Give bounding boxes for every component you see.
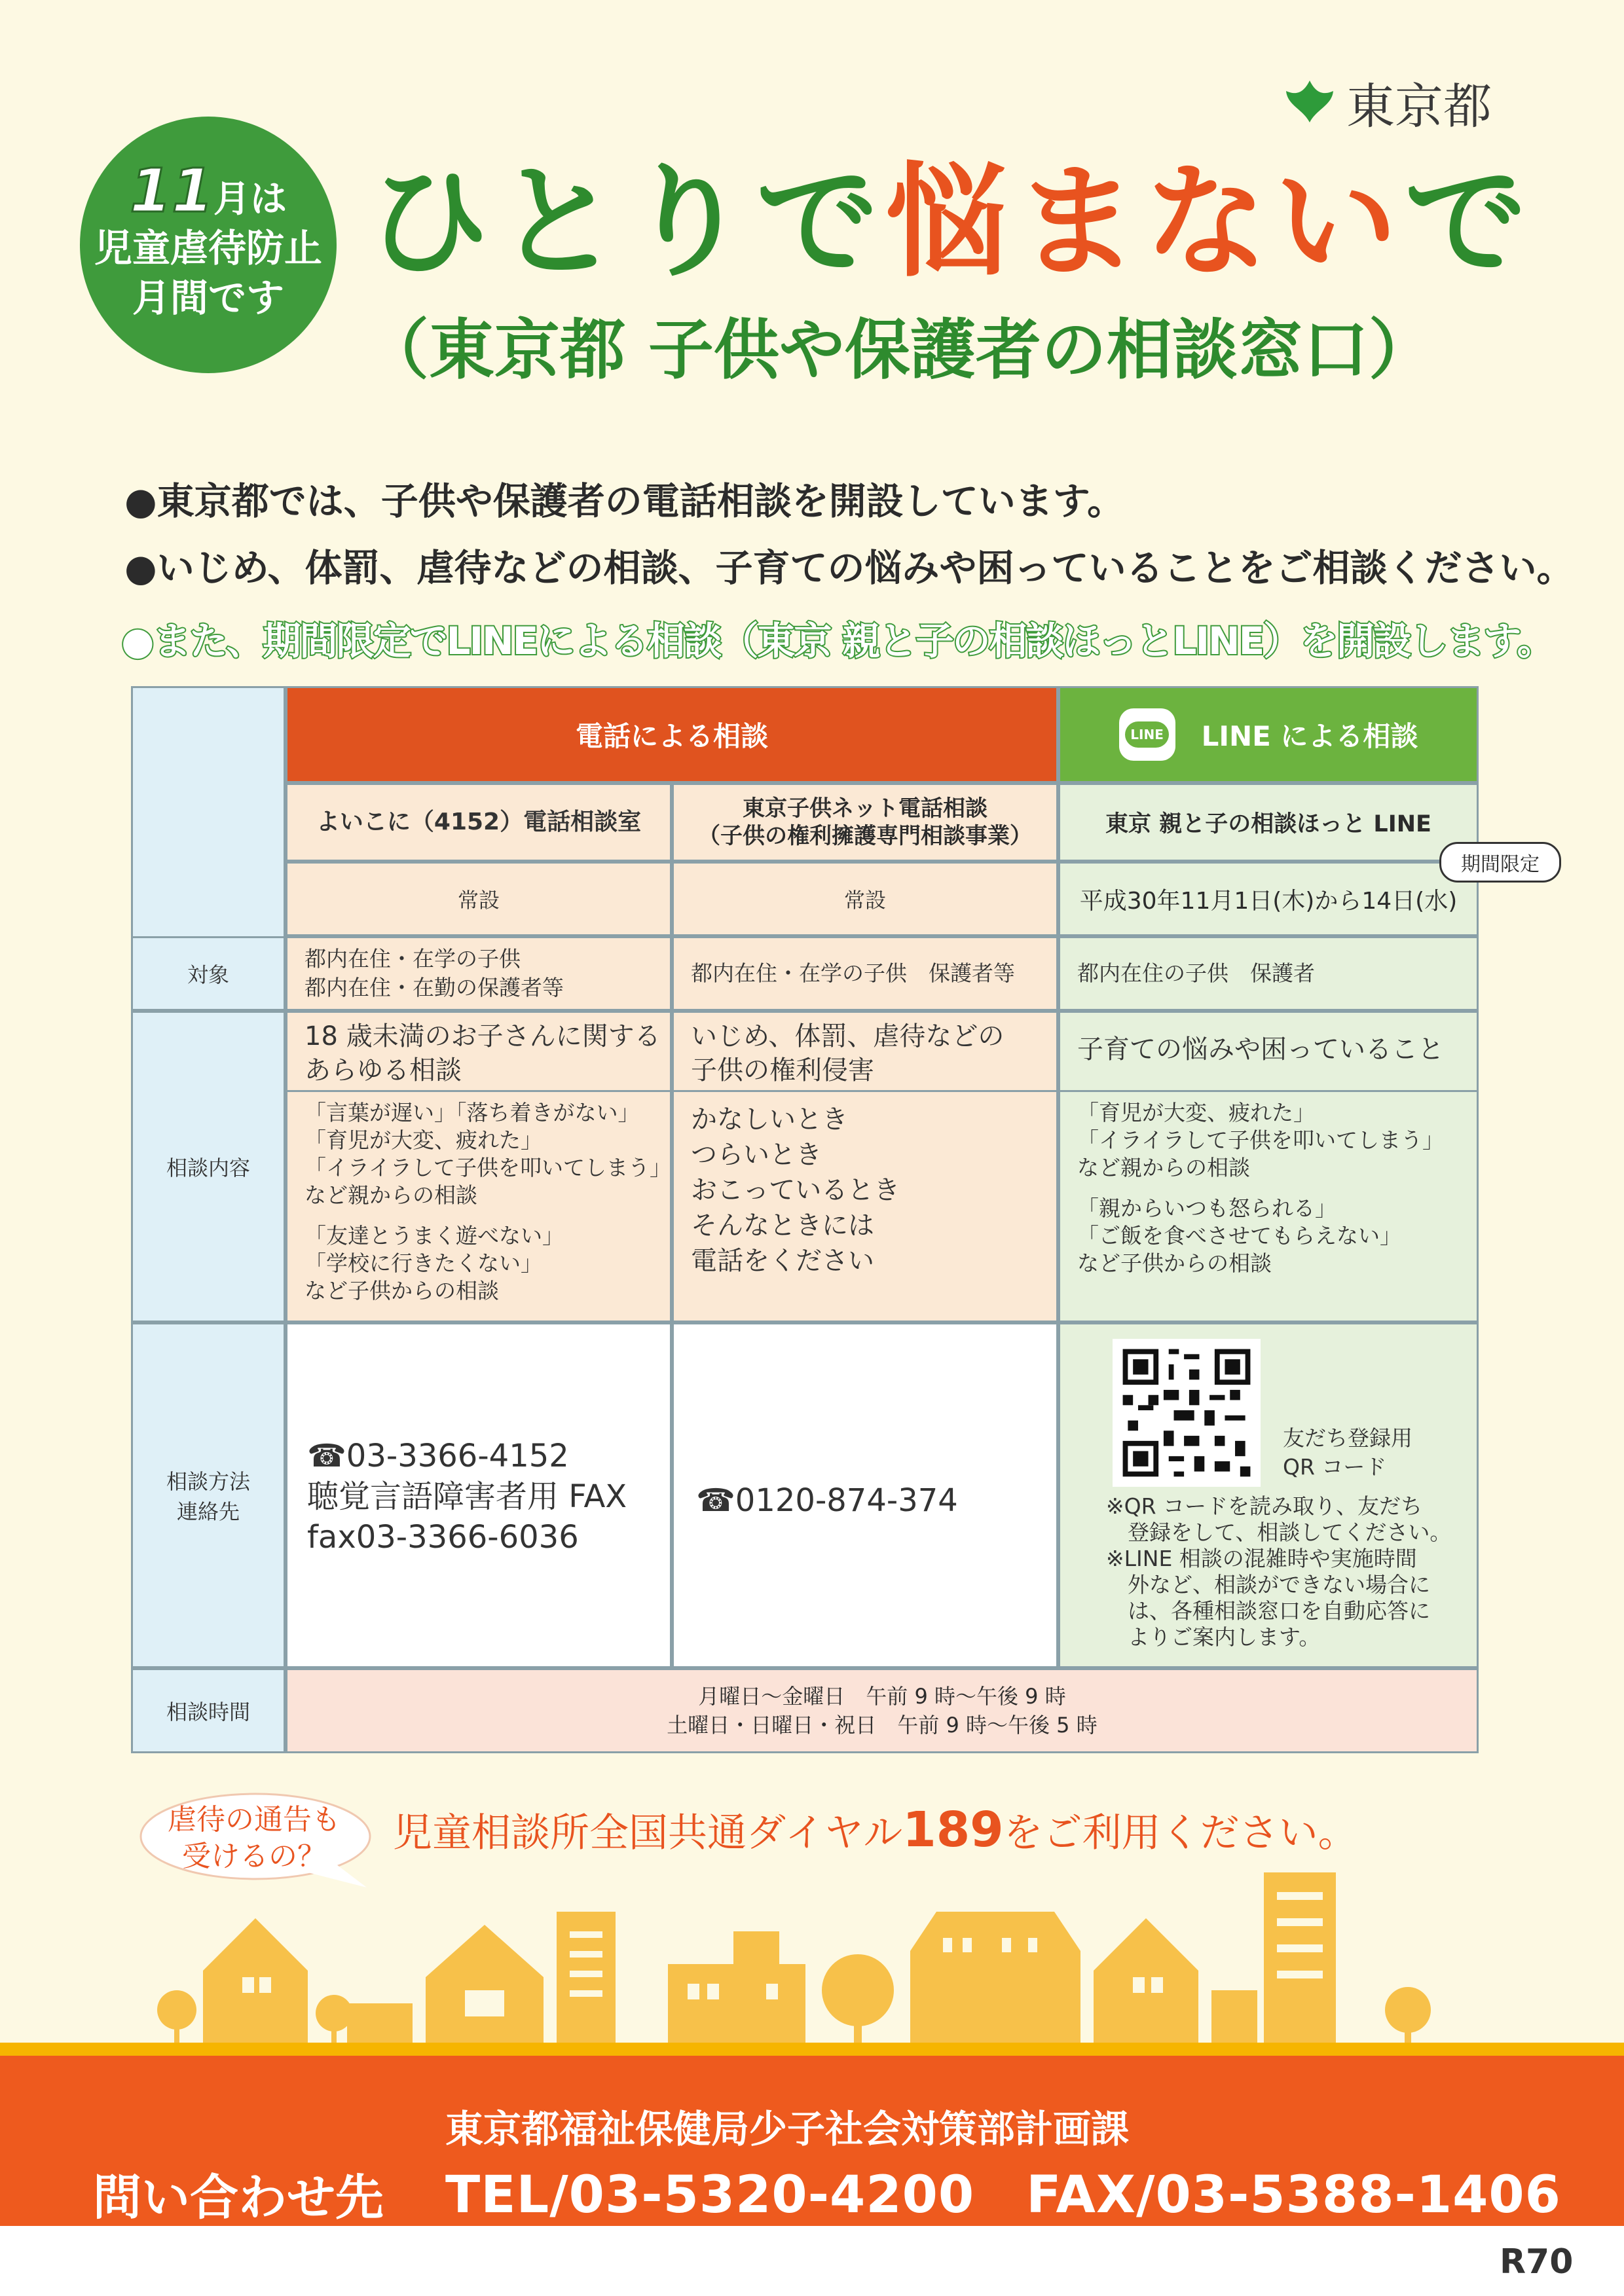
row-label-target: 対象 [131, 936, 286, 1011]
list-item: そんなときには [691, 1211, 874, 1241]
list-item: ※QR コードを読み取り、友だち [1106, 1493, 1423, 1519]
content-3-head: 子育ての悩みや困っていること [1077, 1034, 1444, 1065]
page-title [367, 151, 1534, 295]
recycle-mark: R70 [1500, 2242, 1574, 2282]
limited-period-tag: 期間限定 [1439, 842, 1561, 883]
qr-code-icon[interactable] [1113, 1339, 1261, 1487]
list-item: 「友達とうまく遊べない」 [304, 1223, 564, 1248]
contact-1-info [307, 1436, 627, 1558]
speech-bubble: 虐待の通告も 受けるの？ [168, 1803, 341, 1873]
footer-title: 問い合わせ先 [93, 2170, 384, 2226]
list-item: つらいとき [691, 1140, 822, 1170]
phone-header-label: 電話による相談 [575, 720, 768, 752]
content-3 [1058, 1011, 1479, 1322]
list-item: 「育児が大変、疲れた」 [304, 1127, 542, 1153]
bullet-3: ●また、期間限定でLINEによる相談（東京 親と子の相談ほっとLINE）を開設します。 [121, 619, 1554, 663]
badge-line2: 児童虐待防止 [94, 225, 322, 270]
hours-weekend: 土曜日・日曜日・祝日 午前 9 時～午後 5 時 [667, 1713, 1098, 1738]
list-item [1077, 1182, 1444, 1195]
contact-1 [286, 1322, 672, 1668]
list-item: など子供からの相談 [304, 1278, 499, 1303]
badge-line1: 月は [213, 177, 287, 221]
content-1-list [304, 1099, 670, 1305]
list-item: かなしいとき [691, 1104, 848, 1135]
badge-line3: 月間です [132, 275, 284, 320]
content-1 [286, 1011, 672, 1322]
footer-organization: 東京都福祉保健局少子社会対策部計画課 [445, 2107, 1130, 2151]
status-1: 常設 [286, 862, 672, 936]
qr-note [1106, 1493, 1451, 1650]
contact-2 [672, 1322, 1058, 1668]
list-item: 「親からいつも怒られる」 [1077, 1195, 1337, 1221]
row-label-contact: 相談方法 連絡先 [131, 1322, 286, 1668]
list-item: 「学校に行きたくない」 [304, 1250, 542, 1276]
line-header-label: LINE による相談 [1201, 720, 1418, 752]
list-item: 電話をください [691, 1246, 874, 1276]
line-header [1058, 686, 1479, 783]
row-label-content: 相談内容 [131, 1011, 286, 1322]
target-3: 都内在住の子供 保護者 [1058, 936, 1479, 1011]
list-item: 「イライラして子供を叩いてしまう」 [304, 1155, 672, 1180]
qr-label: 友だち登録用 QR コード [1283, 1425, 1412, 1480]
dial-number[interactable]: 189 [902, 1802, 1004, 1858]
list-item: など親からの相談 [1077, 1155, 1250, 1180]
logo-text: 東京都 [1346, 79, 1492, 135]
bullet-1: ●東京都では、子供や保護者の電話相談を開設しています。 [124, 480, 1125, 523]
list-item: など子供からの相談 [1077, 1250, 1272, 1276]
title-accent: 悩まない [885, 151, 1404, 294]
list-item: ※LINE 相談の混雑時や実施時間 [1106, 1546, 1417, 1571]
content-2 [672, 1011, 1058, 1322]
list-item: は、各種相談窓口を自動応答に [1106, 1598, 1430, 1624]
content-3-list [1077, 1099, 1444, 1277]
content-2-head: いじめ、体罰、虐待などの 子供の権利侵害 [691, 1021, 1005, 1085]
town-skyline-illustration [151, 1872, 1493, 2049]
target-1: 都内在住・在学の子供 都内在住・在勤の保護者等 [286, 936, 672, 1011]
hours-cell [286, 1668, 1479, 1753]
service-name-3: 東京 親と子の相談ほっと LINE [1058, 783, 1479, 862]
consultation-table [131, 686, 1540, 1753]
list-item: 「言葉が遅い」「落ち着きがない」 [304, 1100, 640, 1125]
list-item: 「育児が大変、疲れた」 [1077, 1100, 1315, 1125]
status-3: 平成30年11月1日(木)から14日(水) [1058, 862, 1479, 936]
list-item: など親からの相談 [304, 1182, 477, 1208]
contact-1-tel[interactable]: ☎03-3366-4152 [307, 1438, 569, 1474]
month-badge [80, 117, 337, 373]
badge-month-number: 11 [129, 155, 214, 226]
line-app-icon [1119, 708, 1175, 761]
service-name-2: 東京子供ネット電話相談 （子供の権利擁護専門相談事業） [672, 783, 1058, 862]
tokyo-ginkgo-icon [1283, 77, 1336, 129]
target-2: 都内在住・在学の子供 保護者等 [672, 936, 1058, 1011]
tokyo-logo [1283, 73, 1492, 135]
list-item: おこっているとき [691, 1175, 900, 1205]
title-part1: ひとりで [367, 151, 885, 294]
content-1-head: 18 歳未満のお子さんに関する あらゆる相談 [304, 1021, 661, 1085]
page-subtitle: （東京都 子供や保護者の相談窓口） [363, 312, 1434, 388]
line-icon-text: LINE [1125, 721, 1169, 748]
contact-1-fax[interactable]: fax03-3366-6036 [307, 1519, 579, 1556]
dial-189-message: 児童相談所全国共通ダイヤル189をご利用ください。 [393, 1802, 1357, 1858]
bullet-2: ●いじめ、体罰、虐待などの相談、子育ての悩みや困っていることをご相談ください。 [124, 547, 1574, 590]
list-item: 「ご飯を食べさせてもらえない」 [1077, 1223, 1401, 1248]
list-item: よりご案内します。 [1106, 1624, 1321, 1650]
contact-3 [1058, 1322, 1479, 1668]
contact-1-fax-label: 聴覚言語障害者用 FAX [307, 1478, 627, 1515]
list-item [304, 1209, 670, 1222]
list-item: 「イライラして子供を叩いてしまう」 [1077, 1127, 1445, 1153]
service-name-1: よいこに（4152）電話相談室 [286, 783, 672, 862]
hours-weekday: 月曜日～金曜日 午前 9 時～午後 9 時 [698, 1684, 1066, 1709]
footer-contact[interactable]: TEL/03-5320-4200 FAX/03-5388-1406 [445, 2166, 1561, 2225]
phone-header [286, 686, 1058, 783]
content-2-list [691, 1102, 900, 1279]
title-part2: で [1404, 151, 1534, 294]
row-label-hours: 相談時間 [131, 1668, 286, 1753]
list-item: 登録をして、相談してください。 [1106, 1520, 1452, 1545]
status-2: 常設 [672, 862, 1058, 936]
footer-bottom-strip [0, 2226, 1624, 2296]
contact-2-tel[interactable]: ☎0120-874-374 [696, 1482, 958, 1519]
list-item: 外など、相談ができない場合に [1106, 1572, 1430, 1597]
